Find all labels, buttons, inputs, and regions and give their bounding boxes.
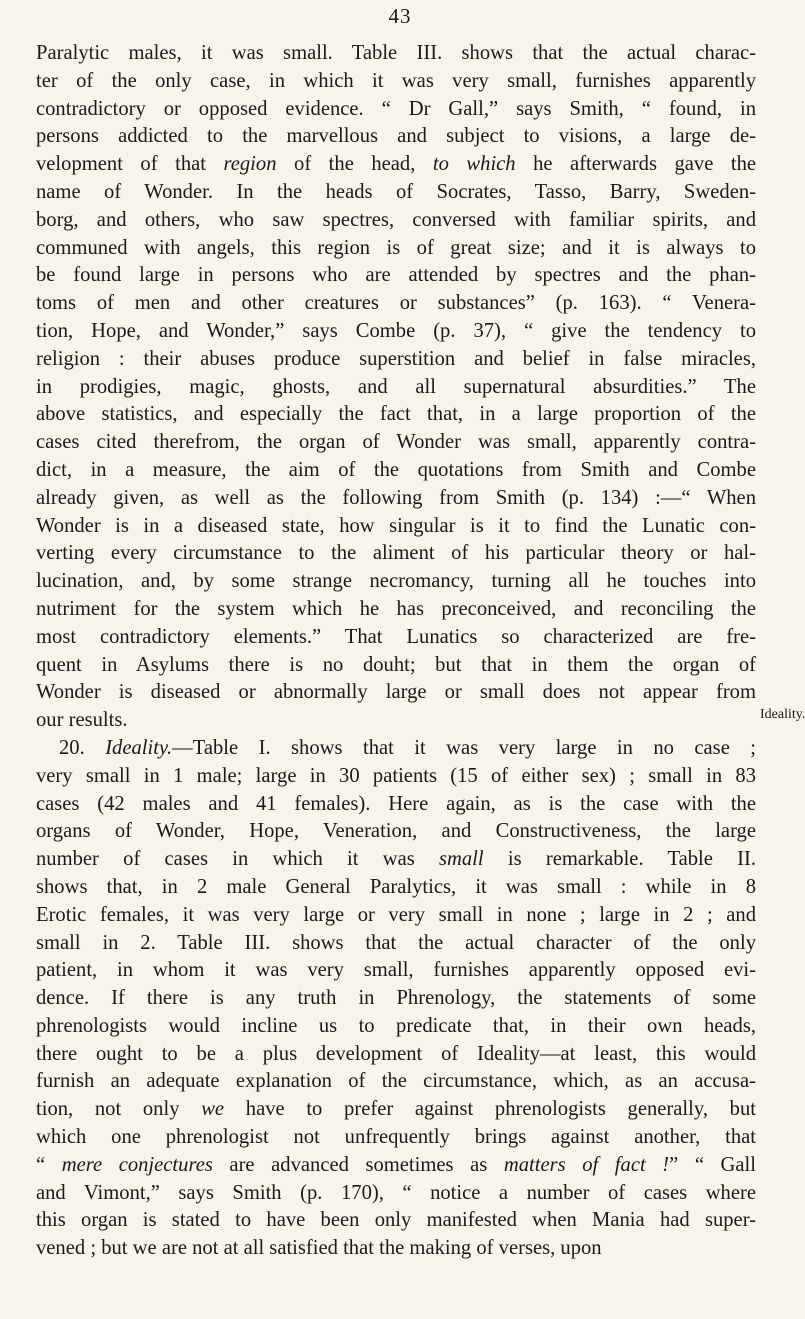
text-line	[36, 151, 756, 179]
text-run: Paralytic males, it was small. Table III. shows that the actual charac-	[36, 42, 756, 64]
text-line	[36, 957, 756, 985]
text-line	[36, 68, 756, 96]
text-run: communed with angels, this region is of great size; and it is always to	[36, 236, 756, 259]
text-run: 20.	[59, 736, 106, 759]
text-run: name of Wonder. In the heads of Socrates, Tasso, Barry, Sweden-	[36, 180, 756, 203]
text-run: —Table I. shows that it was very large in no case ;	[172, 736, 756, 759]
text-line	[36, 429, 756, 457]
text-line	[36, 624, 756, 652]
text-run: he afterwards gave the	[515, 153, 757, 176]
text-run: borg, and others, who saw spectres, conversed with familiar spirits, and	[36, 208, 756, 231]
text-run: this organ is stated to have been only manifested when Mania had super-	[36, 1209, 756, 1232]
text-line	[36, 1124, 756, 1152]
italic-text: we	[201, 1098, 225, 1121]
text-run: of the head,	[276, 153, 433, 176]
text-line	[36, 1152, 756, 1180]
text-run: cases (42 males and 41 females). Here again, as is the case with the	[36, 792, 756, 815]
text-line	[36, 652, 756, 680]
text-run: most contradictory elements.” That Lunatics so characterized are fre-	[36, 625, 756, 648]
text-line	[36, 235, 756, 263]
text-line	[36, 846, 756, 874]
text-line	[36, 1041, 756, 1069]
text-line	[36, 1068, 756, 1096]
text-run: dence. If there is any truth in Phrenology, the statements of some	[36, 987, 756, 1010]
margin-note: Ideality.	[760, 707, 805, 722]
text-line	[36, 735, 756, 763]
text-run: shows that, in 2 male General Paralytics, it was small : while in 8	[36, 875, 756, 898]
text-line	[36, 290, 756, 318]
text-run: vened ; but we are not at all satisfied that the making of verses, upon	[36, 1237, 602, 1260]
text-line	[36, 179, 756, 207]
text-run: have to prefer against phrenologists generally, but	[224, 1098, 756, 1121]
text-run: tion, not only	[36, 1098, 202, 1121]
italic-text: Ideality.	[105, 736, 173, 759]
body-text	[36, 40, 756, 1263]
text-line	[36, 791, 756, 819]
text-run: and Vimont,” says Smith (p. 170), “ notice a number of cases where	[36, 1181, 756, 1204]
text-run: persons addicted to the marvellous and subject to visions, a large de-	[36, 125, 756, 148]
text-run: organs of Wonder, Hope, Veneration, and Constructiveness, the large	[36, 820, 756, 843]
text-line	[36, 540, 756, 568]
italic-text: to which	[432, 153, 516, 176]
text-run: very small in 1 male; large in 30 patients (15 of either sex) ; small in 83	[36, 764, 756, 787]
text-run: contradictory or opposed evidence. “ Dr Gall,” says Smith, “ found, in	[36, 97, 756, 120]
text-run: quent in Asylums there is no douht; but that in them the organ of	[36, 653, 756, 676]
text-line	[36, 763, 756, 791]
text-line	[36, 123, 756, 151]
text-run: phrenologists would incline us to predicate that, in their own heads,	[36, 1014, 756, 1037]
text-line	[36, 1180, 756, 1208]
page-number: 43	[388, 4, 412, 28]
italic-text: mere conjectures	[61, 1153, 213, 1176]
text-line	[36, 207, 756, 235]
text-line	[36, 485, 756, 513]
text-run: Erotic females, it was very large or very small in none ; large in 2 ; and	[36, 903, 756, 926]
text-run: toms of men and other creatures or substances” (p. 163). “ Venera-	[36, 292, 756, 315]
text-run: religion : their abuses produce superstition and belief in false miracles,	[36, 347, 756, 370]
text-line	[36, 96, 756, 124]
text-run: already given, as well as the following from Smith (p. 134) :—“ When	[36, 486, 756, 509]
text-run: number of cases in which it was	[36, 848, 439, 871]
italic-text: matters of fact !	[503, 1153, 670, 1176]
text-run: Wonder is diseased or abnormally large or small does not appear from	[36, 681, 756, 704]
text-line	[36, 318, 756, 346]
text-run: lucination, and, by some strange necromancy, turning all he touches into	[36, 570, 756, 593]
text-line	[36, 1235, 756, 1263]
text-line	[36, 457, 756, 485]
text-line	[36, 902, 756, 930]
text-line	[36, 679, 756, 707]
text-run: verting every circumstance to the aliment of his particular theory or hal-	[36, 542, 756, 565]
text-run: are advanced sometimes as	[212, 1153, 504, 1176]
text-run: patient, in whom it was very small, furnishes apparently opposed evi-	[36, 959, 756, 982]
text-run: ter of the only case, in which it was very small, furnishes apparently	[36, 69, 756, 92]
text-line	[36, 818, 756, 846]
text-run: is remarkable. Table II.	[483, 848, 756, 871]
text-line	[36, 346, 756, 374]
text-run: ” “ Gall	[669, 1153, 757, 1176]
text-run: in prodigies, magic, ghosts, and all supernatural absurdities.” The	[36, 375, 756, 398]
text-line	[36, 1013, 756, 1041]
text-line	[36, 568, 756, 596]
text-run: our results.	[36, 709, 128, 732]
text-run: be found large in persons who are attended by spectres and the phan-	[36, 264, 756, 287]
text-run: which one phrenologist not unfrequently brings against another, that	[36, 1126, 756, 1149]
text-line	[36, 374, 756, 402]
text-line	[36, 874, 756, 902]
text-line	[36, 1096, 756, 1124]
text-run: there ought to be a plus development of Ideality—at least, this would	[36, 1042, 756, 1065]
text-run: above statistics, and especially the fact that, in a large proportion of the	[36, 403, 756, 426]
text-line	[36, 513, 756, 541]
text-run: small in 2. Table III. shows that the actual character of the only	[36, 931, 756, 954]
text-line	[36, 262, 756, 290]
text-run: furnish an adequate explanation of the circumstance, which, as an accusa-	[36, 1070, 756, 1093]
text-run: “	[36, 1153, 62, 1176]
text-line	[36, 40, 756, 68]
text-run: nutriment for the system which he has preconceived, and reconciling the	[36, 597, 756, 620]
text-run: velopment of that	[36, 153, 224, 176]
text-run: cases cited therefrom, the organ of Wonder was small, apparently contra-	[36, 431, 756, 454]
text-line	[36, 707, 756, 735]
text-run: tion, Hope, and Wonder,” says Combe (p. 37), “ give the tendency to	[36, 319, 756, 342]
text-line	[36, 985, 756, 1013]
italic-text: small	[438, 848, 484, 871]
text-line	[36, 596, 756, 624]
text-line	[36, 401, 756, 429]
text-line	[36, 1207, 756, 1235]
italic-text: region	[223, 153, 277, 176]
text-run: Wonder is in a diseased state, how singular is it to find the Lunatic con-	[36, 514, 756, 537]
text-line	[36, 930, 756, 958]
text-run: dict, in a measure, the aim of the quotations from Smith and Combe	[36, 458, 756, 481]
